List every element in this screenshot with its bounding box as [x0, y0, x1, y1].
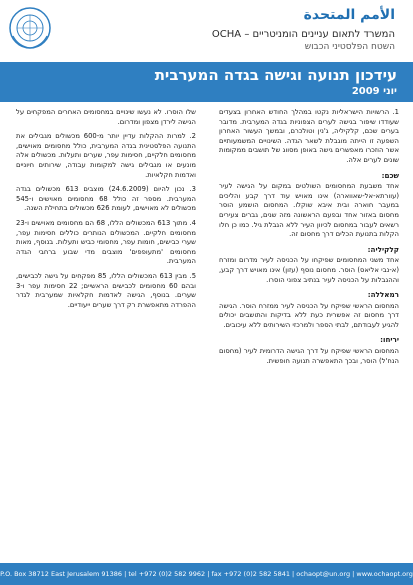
heading-qalqilya: קלקיליה:	[367, 244, 399, 254]
paragraph-jericho: המחסום הראשי שפיקח על דרך הגישה הדרומית לעיר (מחסום הנח'ל) הוסר, ובכך התאפשרה תנועה חופשית.	[219, 347, 399, 365]
paragraph-ramallah: המחסום הראשי שפיקח על הכניסה לעיר ממזרח הוסר. הגישה דרך מחסום זה אפשרית כעת ללא בדיקות והתושבים יכולים להגיע לעבודתם, לבתי הספר ולמרכזי השירותים ללא עיכובים.	[219, 301, 399, 329]
issue-date: יוני 2009	[351, 86, 397, 97]
organization-name-hebrew: המשרד לתאום עניינים הומניטריים – OCHA	[211, 29, 395, 40]
paragraph-3: 3. נכון להיום (24.6.2009) מוצבים 613 מכשולים בגדה המערבית. מספר זה כולל 68 מחסומים מאוישים ו-545 מכשולים לא מאוישים, לעומת 626 מכשולים בתחילת השנה.	[16, 185, 196, 213]
right-column	[219, 108, 399, 548]
header	[0, 0, 413, 70]
un-emblem-icon	[8, 6, 52, 50]
title-bar	[0, 62, 413, 102]
organization-subtitle: השטח הפלסטיני הכבוש	[304, 42, 395, 52]
heading-jericho: יריחו:	[380, 335, 399, 345]
paragraph-4: 4. מתוך 613 המכשולים הללו, 68 הם מחסומים מאוישים ו-23 מחסומים חלקיים. המכשולים הנותרים כוללים חסימות עפר, שערי כבישים, חומות עפר, מחסומי כביש ותעלות. בנוסף, מאות מחסומים 'מתעופפים' מוצבים מדי שבוע ברחבי הגדה המערבית.	[16, 218, 196, 266]
organization-name-arabic: الأمم المتحدة	[303, 7, 395, 23]
paragraph-continued: שלו הוסרו. לא נעשו שינויים במחסומים האחרים המפקחים על הגישה לירדן מצפון ומדרום.	[16, 108, 196, 126]
paragraph-2: 2. למרות ההקלות עדיין יותר מ-600 מכשולים מגבילים את התנועה הפלסטינית בגדה המערבית, כולל מחסומים מאוישים, מחסומים חלקיים, חסימות עפר, שערים ותעלות. מכשולים אלה מונעים או מגבילים גישה למקומות עבודה, שירותים חיוניים ואדמות חקלאיות.	[16, 132, 196, 179]
heading-ramallah: רמאללה:	[367, 290, 399, 300]
footer-contact-bar: P.O. Box 38712 East Jerusalem 91386 | tel +972 (0)2 582 9962 | fax +972 (0)2 582 5841 | ochaopt@un.org | www.ochaopt.org	[0, 563, 413, 585]
paragraph-1: 1. הרשויות הישראליות נקטו במהלך החודש האחרון בצעדים שעודדו שיפור בגישה לערים הצפוניות בגדה המערבית. מדובר בערים שכם, קלקיליה, ג'נין וטולכרם, ובמשך העשור האחרון השפעה זו הייתה מוגבלת לשאר הגדה. השינויים המשמעותיים אשר הוזכרו מאפשרים גישה באופן מסווג של תושבים ממקומות שונים לערים אלה.	[219, 108, 399, 164]
paragraph-shechem: אחד משבעת המחסומים השולטים במקום על הגישה לעיר (עוורתא-אל-שאווארה) אינו מאויש עוד דרך קבע והליכים במעבר חוארה ובית איבא שוקלו. המחסום הושמע הוסר מחסום באזור אחד ובפעם הראשונה מזה שנים, גברים צעירים רשאים לעבור במחסום לכיוון העיר ללא הגבלת גיל. כמו כן חלו הקלות בתנועת הכלים דרך מחסום זה.	[219, 182, 399, 239]
heading-shechem: שכם:	[381, 170, 399, 180]
paragraph-5: 5. מבין 613 המכשולים הללו, 85 מפקחים על גישה לכבישים, ובהם 60 מחסומים לכבישים הראשיים; 22 חסימות עפר ו-3 שערים. בנוסף, הגישה לאדמות חקלאיות שמערבית לגדר ההפרדה מתאפשרת רק דרך שערים ייעודיים.	[16, 271, 196, 309]
page-title: עידכון תנועה וגישה בגדה המערבית	[154, 66, 397, 84]
paragraph-qalqilya: אחד משני המחסומים שפיקחו על הכניסה לעיר מדרום ומזרח (א-נבי אליאס) הוסר. מחסום נוסף (עזון) אינו מאויש דרך קבע, וההגבלות על הכניסה לעיר בנתיב צפוני הוסרו.	[219, 256, 399, 284]
left-column	[16, 108, 196, 548]
